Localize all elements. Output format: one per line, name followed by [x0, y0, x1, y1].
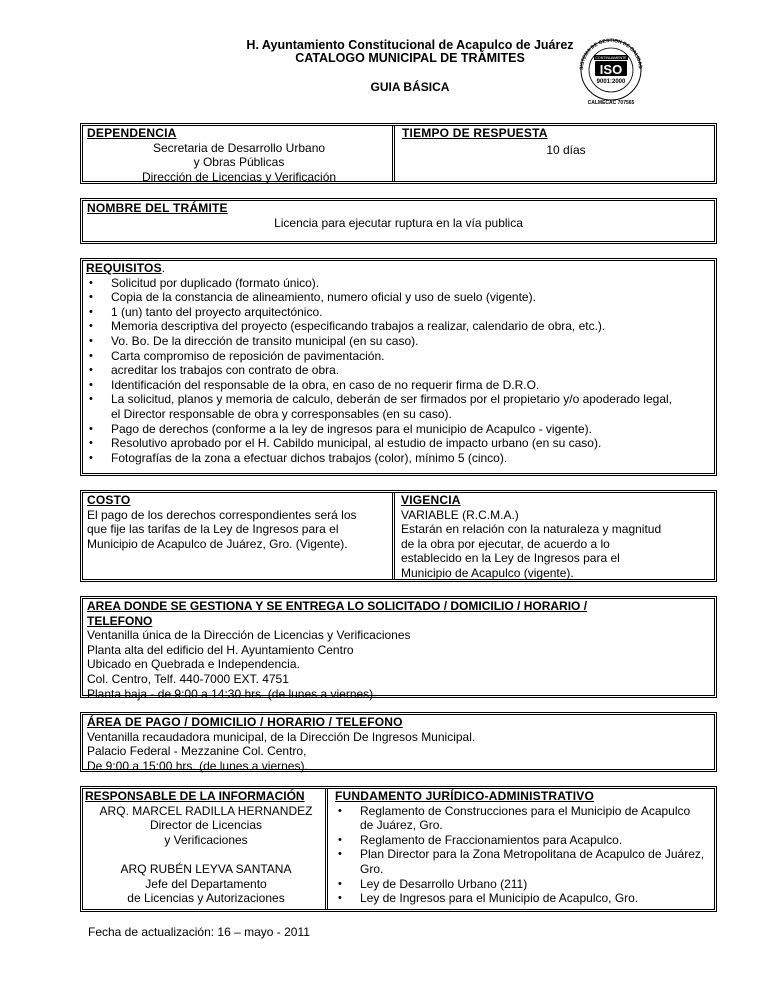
responsable-fundamento-box	[80, 786, 717, 912]
requisito-item: • Pago de derechos (conforme a la ley de ingresos para el municipio de Acapulco - vigente).	[86, 422, 680, 437]
vigencia-line: de la obra por ejecutar, de acuerdo a lo	[401, 536, 610, 551]
responsable-person2-line: ARQ RUBÉN LEYVA SANTANA	[120, 861, 292, 876]
area-gestion-line: Ventanilla única de la Dirección de Licencias y Verificaciones	[87, 628, 411, 643]
tiempo-cell	[398, 126, 714, 181]
fundamento-item: • Ley de Ingresos para el Municipio de Acapulco, Gro.	[335, 891, 706, 906]
requisito-item: • Identificación del responsable de la obra, en caso de no requerir firma de D.R.O.	[86, 378, 680, 393]
costo-cell	[83, 493, 395, 579]
vigencia-line: Municipio de Acapulco (vigente).	[401, 565, 574, 580]
fundamento-cell	[331, 789, 714, 909]
requisitos-box	[80, 258, 717, 476]
requisito-item: • Copia de la constancia de alineamiento, numero oficial y uso de suelo (vigente).	[86, 290, 680, 305]
tramite-value: Licencia para ejecutar ruptura en la vía publica	[274, 215, 523, 230]
fundamento-item: • Ley de Desarrollo Urbano (211)	[335, 877, 706, 892]
requisito-item: • Carta compromiso de reposición de pavimentación.	[86, 349, 680, 364]
tiempo-value: 10 días	[546, 142, 586, 157]
area-gestion-line: Planta baja - de 9:00 a 14:30 hrs. (de lunes a viernes).	[87, 686, 377, 701]
seal-iso-number: 9001:2000	[596, 79, 626, 85]
costo-title: COSTO	[87, 493, 131, 507]
area-pago-title: ÁREA DE PAGO / DOMICILIO / HORARIO / TELEFONO	[87, 715, 403, 729]
area-pago-box	[80, 712, 717, 772]
seal-small-text: CONTINUAMENTE	[595, 56, 627, 60]
responsable-person1-line: ARQ. MARCEL RADILLA HERNANDEZ	[99, 803, 313, 818]
dependencia-cell	[83, 126, 395, 184]
requisitos-title: REQUISITOS	[86, 261, 162, 275]
dependencia-line: Dirección de Licencias y Verificación	[141, 169, 337, 184]
seal-calmecac: CALMECAC 707565	[587, 100, 635, 106]
fundamento-item: • Reglamento de Fraccionamientos para Acapulco.	[335, 833, 706, 848]
header-line-3: GUIA BÁSICA	[370, 80, 450, 94]
costo-vigencia-box	[80, 490, 717, 582]
area-gestion-line: Planta alta del edificio del H. Ayuntamiento Centro	[87, 642, 354, 657]
fecha-actualizacion: Fecha de actualización: 16 – mayo - 2011	[88, 925, 310, 939]
responsable-title: RESPONSABLE DE LA INFORMACIÓN	[85, 789, 305, 803]
requisito-item: • 1 (un) tanto del proyecto arquitectónico.	[86, 305, 680, 320]
requisitos-title-suffix: .	[161, 261, 166, 275]
responsable-person1-line: Director de Licencias	[149, 818, 263, 833]
responsable-person2-line: de Licencias y Autorizaciones	[127, 891, 285, 906]
area-gestion-line: Col. Centro, Telf. 440-7000 EXT. 4751	[87, 671, 289, 686]
vigencia-line: VARIABLE (R.C.M.A.)	[401, 507, 519, 522]
header-line-2: CATALOGO MUNICIPAL DE TRÁMITES	[295, 51, 525, 65]
responsable-person2-line: Jefe del Departamento	[145, 876, 267, 891]
area-pago-line: Palacio Federal - Mezzanine Col. Centro,	[87, 744, 307, 759]
seal-iso-text: ISO	[599, 62, 623, 77]
fundamento-item: • Reglamento de Construcciones para el Municipio de Acapulco de Juárez, Gro.	[335, 804, 706, 833]
costo-line: Municipio de Acapulco de Juárez, Gro. (Vigente).	[87, 536, 348, 551]
area-gestion-line: Ubicado en Quebrada e Independencia.	[87, 657, 300, 672]
requisito-item: • Vo. Bo. De la dirección de transito municipal (en su caso).	[86, 334, 680, 349]
area-gestion-box	[80, 596, 717, 701]
tramite-box	[80, 198, 717, 244]
area-gestion-title-2: TELEFONO	[87, 613, 153, 628]
tramite-title: NOMBRE DEL TRÁMITE	[87, 201, 228, 215]
dependencia-line: y Obras Públicas	[193, 155, 285, 170]
requisito-item: • Memoria descriptiva del proyecto (especificando trabajos a realizar, calendario de obra, etc.).	[86, 319, 680, 334]
requisito-item: • Fotografías de la zona a efectuar dichos trabajos (color), mínimo 5 (cinco).	[86, 451, 680, 466]
fundamento-title: FUNDAMENTO JURÍDICO-ADMINISTRATIVO	[335, 789, 595, 803]
requisito-item: • La solicitud, planos y memoria de calculo, deberán de ser firmados por el propietario y/o apoderado legal, el Director responsable de obra y corresponsables (en su caso).	[86, 392, 680, 421]
costo-line: que fije las tarifas de la Ley de Ingresos para el	[87, 522, 339, 537]
fundamento-item: • Plan Director para la Zona Metropolitana de Acapulco de Juárez, Gro.	[335, 847, 706, 876]
seal-ring-text: SISTEMA DE GESTION DE CALIDAD	[578, 37, 644, 71]
area-gestion-title-1: AREA DONDE SE GESTIONA Y SE ENTREGA LO SOLICITADO / DOMICILIO / HORARIO /	[87, 599, 588, 613]
tiempo-title: TIEMPO DE RESPUESTA	[402, 126, 548, 140]
vigencia-cell	[397, 493, 714, 579]
dependencia-title: DEPENDENCIA	[87, 126, 177, 140]
dependencia-box	[80, 123, 717, 184]
area-pago-line: De 9:00 a 15:00 hrs. (de lunes a viernes).	[87, 758, 308, 773]
vigencia-title: VIGENCIA	[401, 493, 461, 507]
header-line-1: H. Ayuntamiento Constitucional de Acapulco de Juárez	[246, 38, 574, 52]
costo-line: El pago de los derechos correspondientes será los	[87, 507, 357, 522]
vigencia-line: Estarán en relación con la naturaleza y magnitud	[401, 522, 662, 537]
requisito-item: • Resolutivo aprobado por el H. Cabildo municipal, al estudio de impacto urbano (en su caso).	[86, 436, 680, 451]
requisito-item: • acreditar los trabajos con contrato de obra.	[86, 363, 680, 378]
responsable-cell	[83, 789, 329, 909]
iso-certification-seal-icon	[573, 34, 649, 106]
dependencia-line: Secretaria de Desarrollo Urbano	[152, 140, 326, 155]
area-pago-line: Ventanilla recaudadora municipal, de la Dirección De Ingresos Municipal.	[87, 729, 476, 744]
requisito-item: • Solicitud por duplicado (formato único).	[86, 276, 680, 291]
responsable-person1-line: y Verificaciones	[164, 832, 248, 847]
vigencia-line: establecido en la Ley de Ingresos para el	[401, 551, 620, 566]
